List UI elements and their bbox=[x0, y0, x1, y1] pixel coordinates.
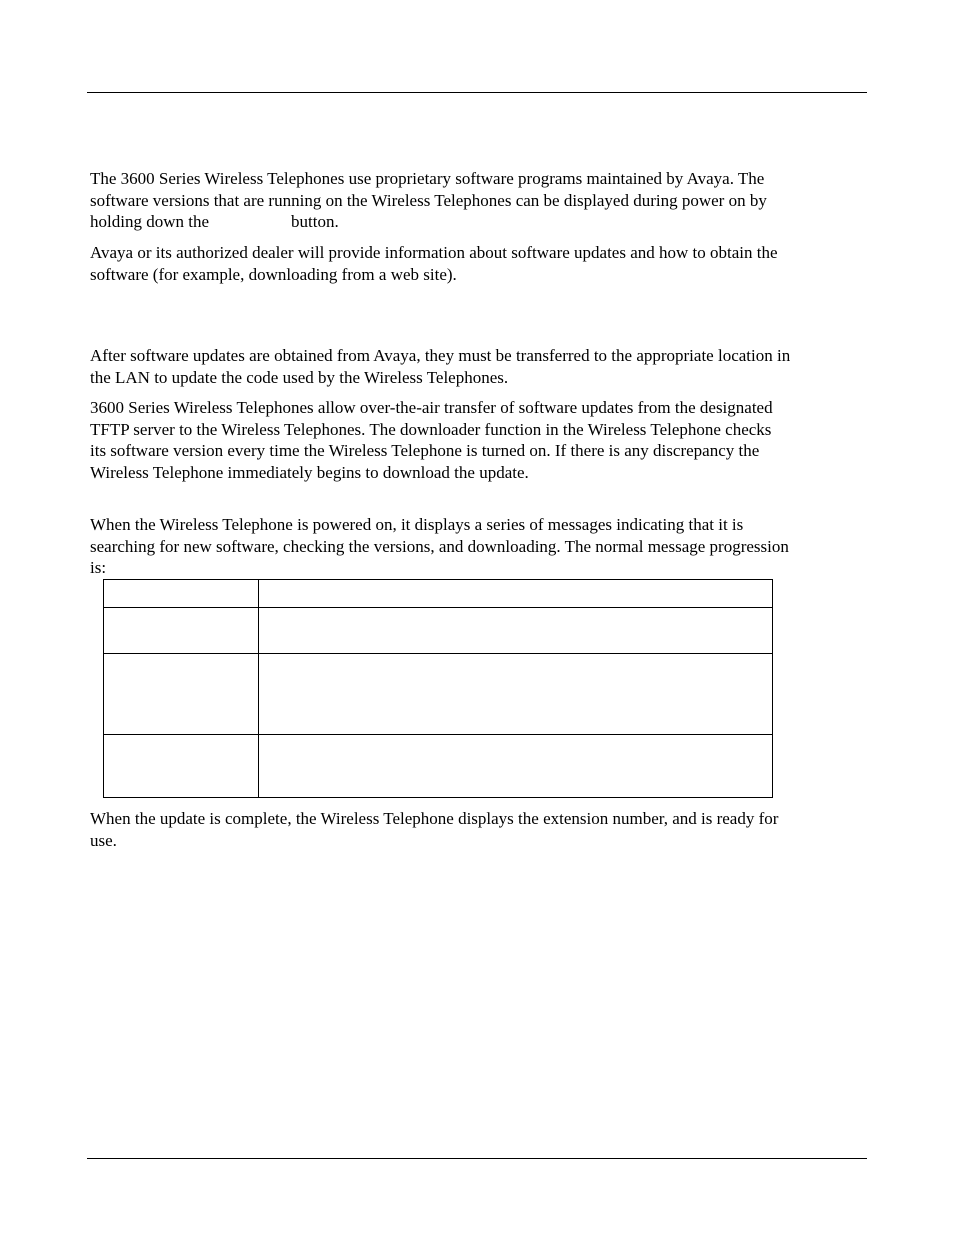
table-row bbox=[104, 654, 773, 735]
dealer-line-2: software (for example, downloading from a web site). bbox=[90, 264, 457, 284]
table-cell bbox=[259, 608, 773, 654]
intro-line-3-after: button. bbox=[291, 212, 339, 231]
transfer-line-1: After software updates are obtained from Avaya, they must be transferred to the appropriate location in bbox=[90, 346, 791, 365]
complete-line-1: When the update is complete, the Wireless Telephone displays the extension number, and is ready for bbox=[90, 809, 779, 828]
intro-line-2: software versions that are running on the Wireless Telephones can be displayed during power on by bbox=[90, 190, 767, 210]
table-row bbox=[104, 735, 773, 798]
table-cell bbox=[259, 654, 773, 735]
messages-line-2: searching for new software, checking the versions, and downloading. The normal message progression bbox=[90, 536, 789, 556]
ota-line-4: Wireless Telephone immediately begins to download the update. bbox=[90, 462, 529, 482]
table-cell bbox=[104, 654, 259, 735]
complete-paragraph bbox=[90, 808, 868, 851]
message-progression-table bbox=[103, 579, 773, 798]
table-cell bbox=[259, 735, 773, 798]
table-cell bbox=[104, 608, 259, 654]
intro-paragraph bbox=[90, 168, 868, 233]
ota-paragraph bbox=[90, 397, 868, 483]
transfer-line-2: the LAN to update the code used by the Wireless Telephones. bbox=[90, 367, 509, 387]
messages-line-3: is: bbox=[90, 558, 107, 577]
complete-line-2: use. bbox=[90, 830, 117, 850]
transfer-paragraph bbox=[90, 345, 868, 388]
messages-paragraph bbox=[90, 514, 868, 579]
dealer-paragraph bbox=[90, 242, 868, 285]
table-cell bbox=[104, 580, 259, 608]
table-cell bbox=[259, 580, 773, 608]
header-rule bbox=[87, 92, 867, 93]
ota-line-3: its software version every time the Wireless Telephone is turned on. If there is any discrepancy the bbox=[90, 441, 760, 460]
intro-line-1: The 3600 Series Wireless Telephones use proprietary software programs maintained by Avaya. The bbox=[90, 169, 765, 188]
ota-line-2: TFTP server to the Wireless Telephones. The downloader function in the Wireless Telephone checks bbox=[90, 419, 772, 439]
ota-line-1: 3600 Series Wireless Telephones allow over-the-air transfer of software updates from the designated bbox=[90, 398, 773, 417]
dealer-line-1: Avaya or its authorized dealer will provide information about software updates and how to obtain the bbox=[90, 243, 778, 262]
intro-line-3 bbox=[90, 211, 868, 233]
table-row bbox=[104, 608, 773, 654]
table-cell bbox=[104, 735, 259, 798]
messages-line-1: When the Wireless Telephone is powered on, it displays a series of messages indicating that it is bbox=[90, 515, 744, 534]
intro-line-3-before: holding down the bbox=[90, 212, 209, 231]
table-row bbox=[104, 580, 773, 608]
footer-rule bbox=[87, 1158, 867, 1159]
